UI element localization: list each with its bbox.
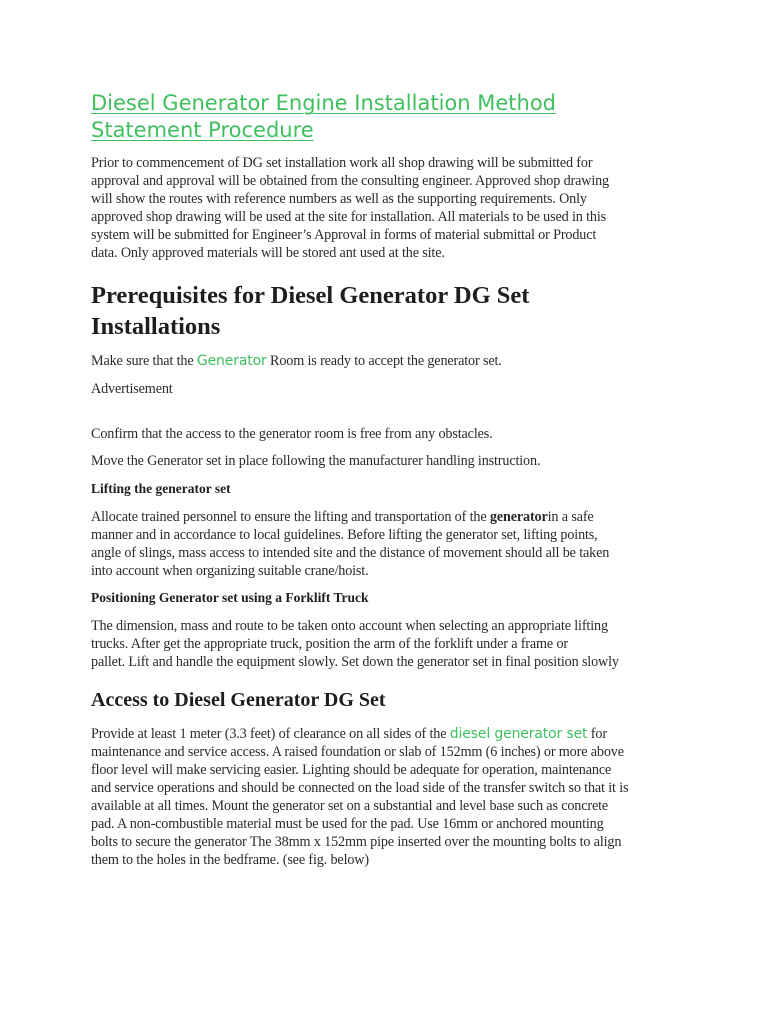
access-line: and service operations and should be connected on the load side of the transfer switch so that it is <box>91 780 629 796</box>
lifting-paragraph <box>91 508 691 580</box>
access-text-after: for <box>587 726 607 742</box>
access-line: floor level will make servicing easier. Lighting should be adequate for operation, maintenance <box>91 762 612 778</box>
access-heading: Access to Diesel Generator DG Set <box>91 689 386 711</box>
access-line: pad. A non-combustible material must be used for the pad. Use 16mm or anchored mounting <box>91 816 604 832</box>
generator-room-text-after: Room is ready to accept the generator set. <box>266 353 502 369</box>
lifting-line: angle of slings, mass access to intended site and the distance of movement should all be taken <box>91 545 610 561</box>
confirm-access-paragraph: Confirm that the access to the generator room is free from any obstacles. <box>91 426 493 442</box>
intro-paragraph <box>91 154 691 262</box>
forklift-line: trucks. After get the appropriate truck, position the arm of the forklift under a frame or <box>91 636 568 652</box>
access-paragraph <box>91 725 691 869</box>
lifting-heading: Lifting the generator set <box>91 481 231 496</box>
access-line <box>91 725 691 743</box>
advertisement-label: Advertisement <box>91 381 173 397</box>
intro-line: will show the routes with reference numbers as well as the supporting requirements. Only <box>91 191 587 207</box>
forklift-line: The dimension, mass and route to be taken onto account when selecting an appropriate lifting <box>91 618 608 634</box>
intro-line: approval and approval will be obtained from the consulting engineer. Approved shop drawing <box>91 173 610 189</box>
intro-line: approved shop drawing will be used at the site for installation. All materials to be used in this <box>91 209 607 225</box>
access-line: available at all times. Mount the generator set on a substantial and level base such as concrete <box>91 798 609 814</box>
prerequisites-heading <box>91 280 691 342</box>
access-line: maintenance and service access. A raised foundation or slab of 152mm (6 inches) or more above <box>91 744 624 760</box>
move-generator-paragraph: Move the Generator set in place following the manufacturer handling instruction. <box>91 453 541 469</box>
intro-line: data. Only approved materials will be stored ant used at the site. <box>91 245 445 261</box>
lifting-line: into account when organizing suitable crane/hoist. <box>91 563 369 579</box>
access-line: bolts to secure the generator The 38mm x 152mm pipe inserted over the mounting bolts to align <box>91 834 622 850</box>
page-title-line-1[interactable]: Diesel Generator Engine Installation Method <box>91 91 557 115</box>
access-text-before: Provide at least 1 meter (3.3 feet) of clearance on all sides of the <box>91 726 450 742</box>
lifting-line <box>91 508 691 526</box>
intro-line: Prior to commencement of DG set installation work all shop drawing will be submitted for <box>91 155 593 171</box>
prerequisites-heading-line-2: Installations <box>91 313 221 340</box>
intro-line: system will be submitted for Engineer’s Approval in forms of material submittal or Product <box>91 227 597 243</box>
generator-room-text-before: Make sure that the <box>91 353 197 369</box>
access-line: them to the holes in the bedframe. (see fig. below) <box>91 852 369 868</box>
prerequisites-heading-line-1: Prerequisites for Diesel Generator DG Set <box>91 282 530 309</box>
lifting-text-before: Allocate trained personnel to ensure the lifting and transportation of the <box>91 509 490 525</box>
forklift-line: pallet. Lift and handle the equipment slowly. Set down the generator set in final position slowly <box>91 654 619 670</box>
generator-room-paragraph <box>91 352 691 370</box>
lifting-text-after: in a safe <box>547 509 594 525</box>
page-title-line-2[interactable]: Statement Procedure <box>91 118 314 142</box>
document-page <box>91 90 691 869</box>
page-title[interactable] <box>91 90 691 144</box>
generator-link[interactable]: Generator <box>196 353 267 369</box>
forklift-paragraph <box>91 617 691 671</box>
forklift-heading: Positioning Generator set using a Forklift Truck <box>91 590 369 605</box>
lifting-line: manner and in accordance to local guidelines. Before lifting the generator set, lifting points, <box>91 527 598 543</box>
diesel-generator-set-link[interactable]: diesel generator set <box>449 726 588 742</box>
lifting-bold-generator: generator <box>489 509 548 525</box>
